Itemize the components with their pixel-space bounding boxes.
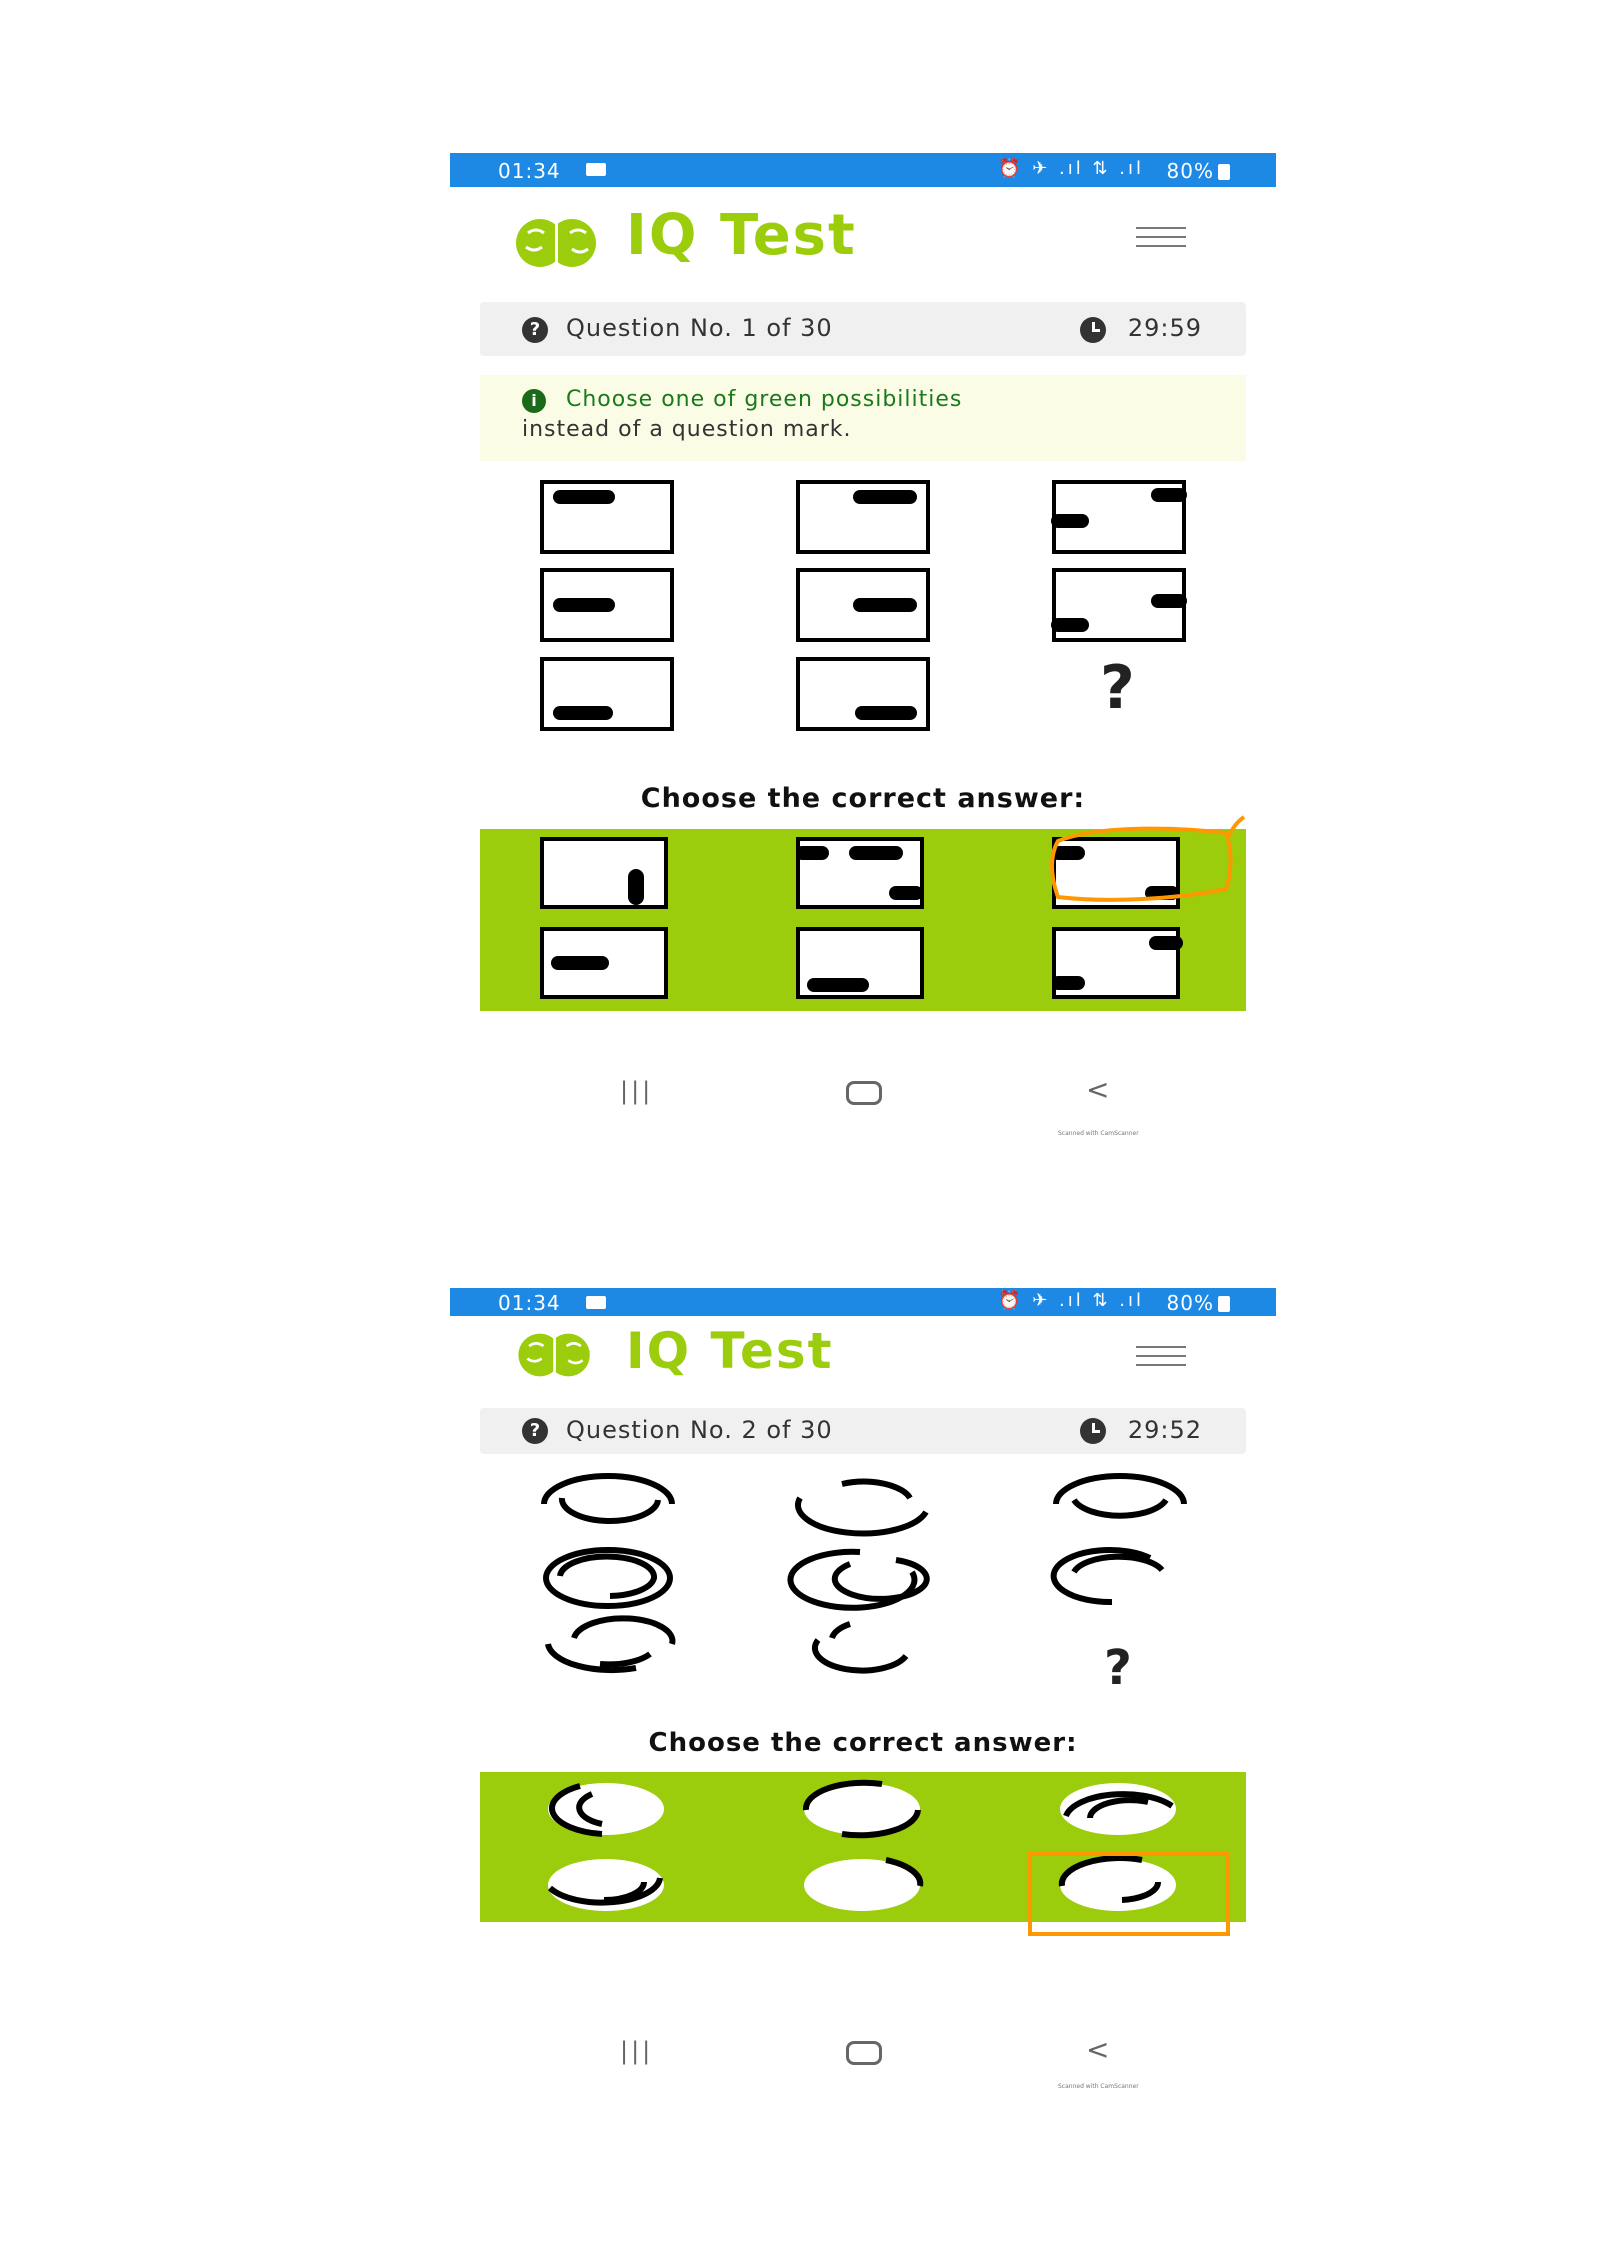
- matrix-cell-2-2: [798, 570, 928, 640]
- question-icon: ?: [522, 317, 548, 343]
- matrix-cell-2-2: [790, 1552, 926, 1608]
- app-header: [450, 193, 1276, 283]
- matrix-cell-3-2: [798, 659, 928, 729]
- answer-option-1[interactable]: [540, 837, 672, 913]
- scanner-watermark: Scanned with CamScanner: [1058, 1130, 1139, 1137]
- screenshot-1: [450, 153, 1276, 1143]
- selection-highlight-box: [1028, 1852, 1230, 1936]
- answer-options: [480, 829, 1246, 1011]
- matrix-cell-1-3: [1054, 482, 1184, 552]
- answer-option-6[interactable]: [1052, 927, 1184, 1003]
- question-number: Question No. 2 of 30: [566, 1416, 833, 1444]
- question-bar: [480, 302, 1246, 356]
- brain-logo-icon: [512, 215, 602, 271]
- menu-button[interactable]: [1136, 227, 1186, 249]
- battery-level: [1167, 159, 1230, 183]
- countdown-timer: 29:59: [1127, 314, 1202, 342]
- matrix-cell-2-3: [1054, 570, 1184, 640]
- app-title: IQ Test: [626, 203, 857, 268]
- matrix-cell-1-2: [798, 1482, 926, 1534]
- question-mark: ?: [1100, 653, 1135, 723]
- recent-apps-button[interactable]: |||: [620, 2037, 654, 2065]
- scanner-watermark: Scanned with CamScanner: [1058, 2083, 1139, 2090]
- signal-icons: ⏰ ✈ .ıl ⇅ .ıl: [998, 158, 1144, 179]
- matrix-cell-1-1: [542, 482, 672, 552]
- app-header: [450, 1318, 1276, 1398]
- choose-answer-heading: Choose the correct answer:: [648, 1728, 1078, 1758]
- question-matrix: [450, 1468, 1276, 1688]
- answer-option-4[interactable]: [540, 927, 672, 1003]
- matrix-cell-3-1: [548, 1618, 672, 1670]
- answer-option-5[interactable]: [796, 1852, 928, 1918]
- instruction-line-1: Choose one of green possibilities: [566, 387, 963, 412]
- question-icon: ?: [522, 1418, 548, 1444]
- clock-icon: [1080, 317, 1106, 343]
- home-button[interactable]: [846, 1081, 882, 1105]
- matrix-cell-2-3: [1054, 1550, 1162, 1602]
- screenshot-2: [450, 1288, 1276, 2098]
- battery-percent: 80%: [1166, 1291, 1214, 1315]
- recent-apps-button[interactable]: |||: [620, 1077, 654, 1105]
- question-mark: ?: [1104, 1640, 1132, 1696]
- gallery-icon: [586, 163, 606, 176]
- battery-icon: [1218, 1296, 1230, 1312]
- matrix-cell-1-1: [544, 1476, 672, 1521]
- answer-option-2[interactable]: [796, 837, 928, 913]
- status-bar: [450, 1288, 1276, 1316]
- system-nav-bar: [450, 2033, 1276, 2073]
- question-bar: [480, 1408, 1246, 1454]
- countdown-timer: 29:52: [1127, 1416, 1202, 1444]
- instruction-line-2: instead of a question mark.: [522, 417, 852, 442]
- status-time: 01:34: [498, 1291, 561, 1315]
- matrix-cell-1-2: [798, 482, 928, 552]
- status-time: 01:34: [498, 159, 561, 183]
- status-bar: [450, 153, 1276, 187]
- handwritten-selection-mark: [1028, 815, 1258, 925]
- system-nav-bar: [450, 1073, 1276, 1113]
- answer-option-2[interactable]: [796, 1776, 928, 1842]
- answer-option-4[interactable]: [540, 1852, 672, 1918]
- info-icon: i: [522, 389, 546, 413]
- battery-percent: 80%: [1166, 159, 1214, 183]
- matrix-cell-3-1: [542, 659, 672, 729]
- back-button[interactable]: <: [1086, 1073, 1110, 1106]
- instruction-box: [480, 375, 1246, 461]
- question-matrix: [450, 477, 1276, 747]
- brain-logo-icon: [512, 1330, 598, 1380]
- choose-answer-heading: Choose the correct answer:: [640, 783, 1086, 814]
- signal-icons: ⏰ ✈ .ıl ⇅ .ıl: [998, 1290, 1144, 1311]
- answer-option-3[interactable]: [1052, 1776, 1184, 1842]
- matrix-cell-3-2: [815, 1624, 906, 1671]
- matrix-cell-1-3: [1056, 1476, 1184, 1516]
- question-number: Question No. 1 of 30: [566, 314, 833, 342]
- matrix-cell-2-1: [546, 1550, 670, 1606]
- app-title: IQ Test: [626, 1322, 834, 1380]
- battery-icon: [1218, 164, 1230, 180]
- menu-button[interactable]: [1136, 1346, 1186, 1368]
- gallery-icon: [586, 1296, 606, 1309]
- answer-option-1[interactable]: [540, 1776, 672, 1842]
- battery-level: [1167, 1291, 1230, 1315]
- answer-option-5[interactable]: [796, 927, 928, 1003]
- matrix-cell-2-1: [542, 570, 672, 640]
- back-button[interactable]: <: [1086, 2033, 1110, 2066]
- clock-icon: [1080, 1418, 1106, 1444]
- home-button[interactable]: [846, 2041, 882, 2065]
